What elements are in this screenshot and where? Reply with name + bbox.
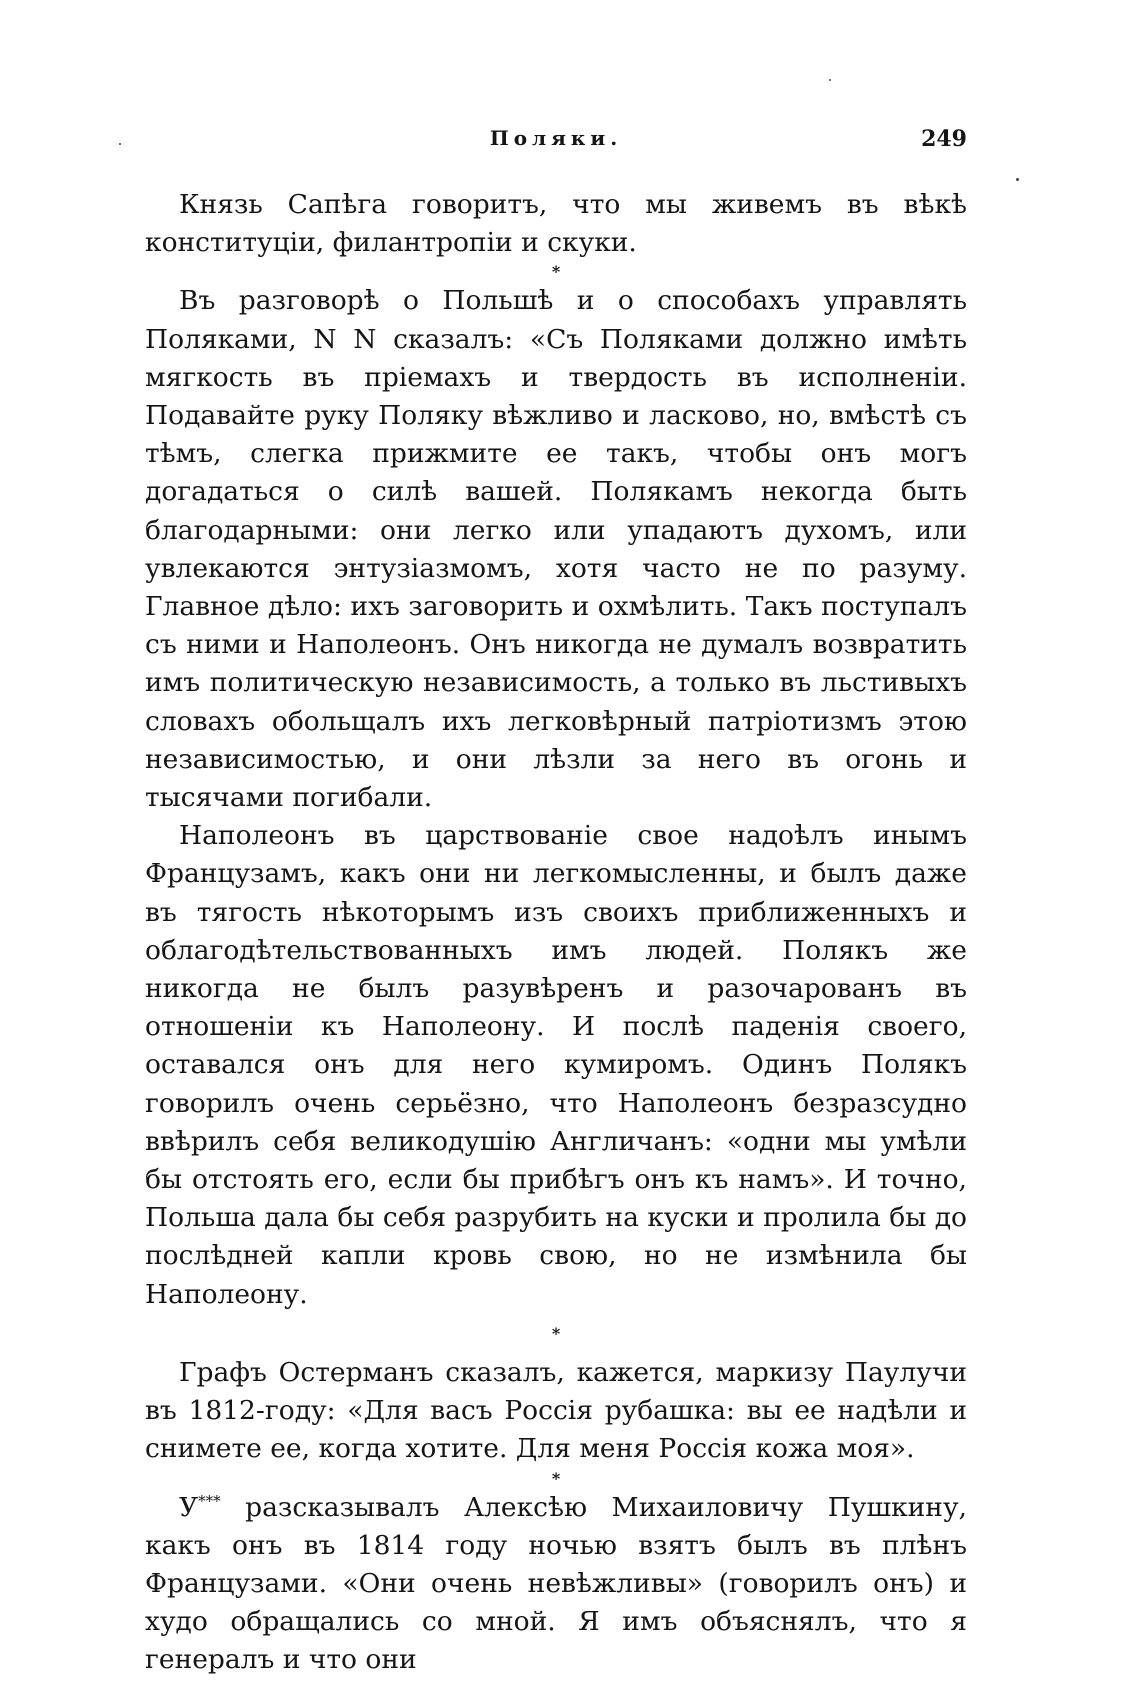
paragraph-5-lead-stars: *** xyxy=(198,1491,221,1510)
asterisk-separator-3: * xyxy=(551,1468,561,1488)
paragraph-3: Наполеонъ въ царствованіе свое надоѣлъ инымъ Французамъ, какъ они ни легкомысленны, и былъ даже въ тягость нѣкоторымъ изъ своихъ приближенныхъ и облагодѣтельствованныхъ имъ людей. Полякъ же никогда не былъ разувѣренъ и разочарованъ въ отношеніи къ Наполеону. И послѣ паденія своего, оставался онъ для него кумиромъ. Одинъ Полякъ говорилъ очень серьёзно, что Наполеонъ безразсудно ввѣрилъ себя великодушію Англичанъ: «одни мы умѣли бы отстоять его, если бы прибѣгъ онъ къ намъ». И точно, Польша дала бы себя разрубить на куски и пролила бы до послѣдней капли кровь свою, но не измѣнила бы Наполеону. xyxy=(145,820,967,1310)
asterisk-separator-1: * xyxy=(551,262,561,282)
paragraph-2: Въ разговорѣ о Польшѣ и о способахъ управлять Поляками, N N сказалъ: «Съ Поляками должно имѣть мягкость въ пріемахъ и твердость въ исполненіи. Подавайте руку Поляку вѣжливо и ласково, но, вмѣстѣ съ тѣмъ, слегка прижмите ее такъ, чтобы онъ могъ догадаться о силѣ вашей. Полякамъ некогда быть благодарными: они легко или упадаютъ духомъ, или увлекаются энтузіазмомъ, хотя часто не по разуму. Главное дѣло: ихъ заговорить и охмѣлить. Такъ поступалъ съ ними и Наполеонъ. Онъ никогда не думалъ возвратить имъ политическую независимость, а только въ льстивыхъ словахъ обольщалъ ихъ легковѣрный патріотизмъ этою независимостью, и они лѣзли за него въ огонь и тысячами погибали. xyxy=(145,285,967,814)
paragraph-5-text: разсказывалъ Алексѣю Михаиловичу Пушкину, какъ онъ въ 1814 году ночью взятъ былъ въ плѣнъ Французами. «Они очень невѣжливы» (говорилъ онъ) и худо обращались со мной. Я имъ объяснялъ, что я генералъ и что они xyxy=(145,1491,967,1676)
paragraph-4: Графъ Остерманъ сказалъ, кажется, маркизу Паулучи въ 1812-году: «Для васъ Россія рубашка: вы ее надѣли и снимете ее, когда хотите. Для меня Россія кожа моя». xyxy=(145,1356,967,1465)
paragraph-5-lead: У xyxy=(179,1491,199,1523)
paragraph-5 xyxy=(145,1489,967,1680)
print-speck xyxy=(1016,178,1019,181)
text-block xyxy=(145,186,967,1680)
print-speck xyxy=(829,79,831,81)
print-speck xyxy=(119,143,121,145)
asterisk-separator-2: * xyxy=(551,1323,561,1343)
page-number: 249 xyxy=(921,126,967,152)
paragraph-1: Князь Сапѣга говоритъ, что мы живемъ въ вѣкѣ конституціи, филантропіи и скуки. xyxy=(145,189,967,259)
running-head xyxy=(145,126,967,166)
running-title: Поляки. xyxy=(489,126,623,150)
